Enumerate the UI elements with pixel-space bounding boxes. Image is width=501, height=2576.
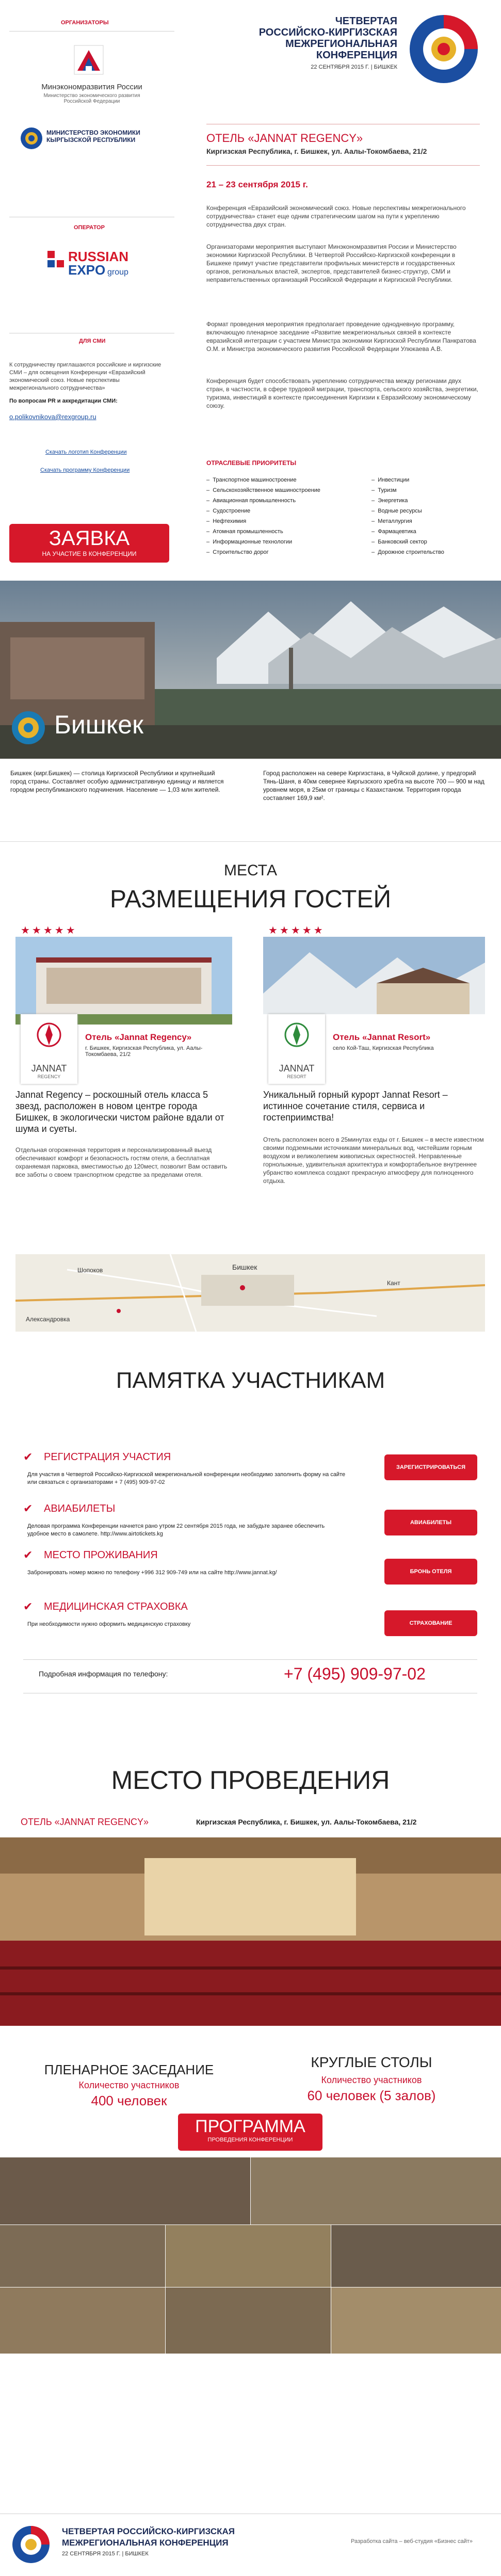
memo-item-text: Для участия в Четвертой Российско-Киргизской межрегиональной конференции необходимо заполнить форму на сайте или связаться с организаторами + 7 (495) 909-97-02 xyxy=(27,1471,346,1485)
hotel-title: ОТЕЛЬ «JANNAT REGENCY» xyxy=(206,132,363,145)
venue-section xyxy=(0,1739,501,2514)
list-item: – Туризм xyxy=(371,487,397,493)
bishkek-banner xyxy=(0,581,501,759)
intro-p3: Формат проведения мероприятия предполагает проведение однодневную программу, включающую пленарное заседание «Развитие межрегиональных связей в контексте евразийской интеграции с участием Министра экономики Киргизской Республики Панкратова О.М. и Министра экономического развития Российской Федерации Улюкаева А.В. xyxy=(206,321,476,353)
svg-text:RUSSIAN: RUSSIAN xyxy=(68,249,129,264)
memo-item-text: При необходимости нужно оформить медицинскую страховку xyxy=(27,1621,191,1627)
intro-p2: Организаторами мероприятия выступают Минэкономразвития России и Министерство экономики Киргизской Республики. В Четвертой Российско-Киргизской конференции в Бишкеке примут участие представители профильных министерств и государственных органов, региональных властей, экспертов, представителей бизнес-структур, СМИ и неправительственных организаций Российской Федерации и Киргизской Республики. xyxy=(206,243,457,283)
map-label-kant: Кант xyxy=(387,1279,400,1287)
check-icon: ✔ xyxy=(23,1548,33,1561)
conf-title-l4: КОНФЕРЕНЦИЯ xyxy=(316,50,397,61)
hotel1-name: Отель «Jannat Regency» xyxy=(85,1032,192,1042)
hotel1-logo-text: JANNAT xyxy=(31,1063,67,1074)
conf-title-l2: РОССИЙСКО-КИРГИЗСКАЯ xyxy=(258,27,397,38)
hotel1-photo xyxy=(15,937,232,1025)
russian-expo-logo-icon xyxy=(45,243,143,284)
hotel-booking-button[interactable]: БРОНЬ ОТЕЛЯ xyxy=(384,1559,477,1585)
city-name: Бишкек xyxy=(54,710,143,739)
map-label-bishkek: Бишкек xyxy=(232,1263,257,1271)
apply-button-label: ЗАЯВКА xyxy=(49,527,130,550)
venue-hotel: ОТЕЛЬ «JANNAT REGENCY» xyxy=(21,1817,149,1827)
apply-button[interactable] xyxy=(9,524,169,563)
kg-ministry-emblem-icon xyxy=(20,126,43,150)
divider xyxy=(0,841,501,842)
accommodation-title-l1: МЕСТА xyxy=(223,862,277,879)
hotel2-stars: ★★★★★ xyxy=(268,925,325,936)
smi-contact: По вопросам PR и аккредитации СМИ: xyxy=(9,398,118,404)
list-item: – Инвестиции xyxy=(371,477,410,483)
intro-p1: Конференция «Евразийский экономический союз. Новые перспективы межрегионального сотрудничества» станет еще одним стратегическим шагом на пути к укреплению сотрудничества двух стран. xyxy=(206,204,466,228)
conference-logo-icon xyxy=(408,13,480,85)
for-smi-label: ДЛЯ СМИ xyxy=(79,338,106,344)
memo-item-text: Деловая программа Конференции начнется рано утром 22 сентября 2015 года, не забудьте заранее обеспечить удобное место в самолете. http://www.airtotickets.kg xyxy=(27,1523,325,1537)
hotel2-logo-text: JANNAT xyxy=(279,1063,315,1074)
dev-studio-link[interactable]: Разработка сайта – веб-студия «Бизнес сайт» xyxy=(351,2538,473,2545)
svg-text:group: group xyxy=(107,268,128,277)
venue-title: МЕСТО ПРОВЕДЕНИЯ xyxy=(111,1766,390,1795)
list-item: – Транспортное машиностроение xyxy=(206,477,297,483)
conference-title-block xyxy=(232,15,397,70)
check-icon: ✔ xyxy=(23,1600,33,1613)
plenary-label: Количество участников xyxy=(78,2080,180,2090)
photo-grid xyxy=(0,2157,501,2354)
program-button[interactable] xyxy=(178,2114,322,2151)
check-icon: ✔ xyxy=(23,1450,33,1463)
divider xyxy=(206,165,480,166)
hall-photo xyxy=(0,1837,501,2026)
list-item: – Нефтехимия xyxy=(206,518,247,524)
list-item: – Авиационная промышленность xyxy=(206,498,296,504)
download-logos-link[interactable]: Скачать логотип Конференции xyxy=(45,449,127,455)
list-item: – Информационные технологии xyxy=(206,539,293,545)
hotel-address: Киргизская Республика, г. Бишкек, ул. Аалы-Токомбаева, 21/2 xyxy=(206,147,427,155)
hotel1-logo-sub: REGENCY xyxy=(37,1074,61,1079)
hotel1-text: Отдельная огороженная территория и персонализированный выезд обеспечивают комфорт и безопасность гостям отеля, а бесплатная охраняемая парковка, вместимостью до 120мест, позволит Вам оставить все заботы о своем транспортном средстве за пределами отеля. xyxy=(15,1146,228,1178)
hotel1-lead: Jannat Regency – роскошный отель класса 5 звезд, расположен в новом центре города Бишкек, в экологически чистом районе вдали от шума и суеты. xyxy=(15,1090,224,1134)
apply-button-sub: НА УЧАСТИЕ В КОНФЕРЕНЦИИ xyxy=(42,550,137,557)
memo-item-title: МЕДИЦИНСКАЯ СТРАХОВКА xyxy=(44,1601,188,1612)
list-item: – Энергетика xyxy=(371,498,408,504)
memo-item-text: Забронировать номер можно по телефону +996 312 909-749 или на сайте http://www.jannat.kg/ xyxy=(27,1570,277,1576)
footer-date: 22 СЕНТЯБРЯ 2015 Г. | БИШКЕК xyxy=(62,2551,149,2557)
priorities-left-list xyxy=(206,475,351,557)
list-item: – Банковский сектор xyxy=(371,539,427,545)
org1-subtitle: Министерство экономического развития Российской Федерации xyxy=(43,93,140,104)
memo-item-title: АВИАБИЛЕТЫ xyxy=(44,1503,116,1514)
plenary-title: ПЛЕНАРНОЕ ЗАСЕДАНИЕ xyxy=(44,2062,214,2077)
minek-logo-icon xyxy=(71,42,107,76)
operator-label: ОПЕРАТОР xyxy=(74,225,105,231)
hotel1-stars: ★★★★★ xyxy=(21,925,77,936)
list-item: – Строительство дорог xyxy=(206,549,269,555)
memo-item-registration xyxy=(23,1450,477,1497)
footer-title-l2: МЕЖРЕГИОНАЛЬНАЯ КОНФЕРЕНЦИЯ xyxy=(62,2538,229,2548)
venue-address: Киргизская Республика, г. Бишкек, ул. Аалы-Токомбаева, 21/2 xyxy=(196,1818,417,1826)
bishkek-emblem-icon xyxy=(10,710,46,746)
memo-item-tickets xyxy=(23,1502,477,1548)
memo-item-title: МЕСТО ПРОЖИВАНИЯ xyxy=(44,1549,158,1561)
info-label: Подробная информация по телефону: xyxy=(39,1670,168,1678)
memo-title: ПАМЯТКА УЧАСТНИКАМ xyxy=(116,1368,385,1393)
download-program-link[interactable]: Скачать программу Конференции xyxy=(40,467,130,473)
info-phone[interactable]: +7 (495) 909-97-02 xyxy=(284,1665,426,1683)
program-button-sub: ПРОВЕДЕНИЯ КОНФЕРЕНЦИИ xyxy=(207,2137,293,2143)
hotel1-address: г. Бишкек, Киргизская Республика, ул. Аалы-Токомбаева, 21/2 xyxy=(85,1045,203,1058)
city-map[interactable] xyxy=(15,1254,485,1332)
sidebar xyxy=(9,5,174,573)
list-item: – Дорожное строительство xyxy=(371,549,444,555)
hotel2-logo-sub: RESORT xyxy=(287,1074,306,1079)
insurance-button[interactable]: СТРАХОВАНИЕ xyxy=(384,1610,477,1636)
footer-title-l1: ЧЕТВЕРТАЯ РОССИЙСКО-КИРГИЗСКАЯ xyxy=(62,2526,235,2536)
divider xyxy=(23,1659,477,1660)
svg-text:EXPO: EXPO xyxy=(68,262,106,278)
smi-text: К сотрудничеству приглашаются российские и киргизские СМИ – для освещения Конференции «Евразийский экономический союз. Новые перспективы межрегионального сотрудничества» xyxy=(9,362,161,391)
intro-p4: Конференция будет способствовать укреплению сотрудничества между регионами двух стран, в частности, в сфере трудовой миграции, транспорта, сельского хозяйства, энергетики, туризма, инвестиций в контексте присоединения Киргизии к Евразийскому экономическому союзу. xyxy=(206,377,478,409)
org2-title: МИНИСТЕРСТВО ЭКОНОМИКИ КЫРГЫЗСКОЙ РЕСПУБЛИКИ xyxy=(46,129,140,143)
hotel2-lead: Уникальный горный курорт Jannat Resort – истинное сочетание стиля, сервиса и гостеприимства! xyxy=(263,1090,448,1123)
accommodation-title-l2: РАЗМЕЩЕНИЯ ГОСТЕЙ xyxy=(110,886,391,913)
round-value: 60 человек (5 залов) xyxy=(307,2088,436,2103)
list-item: – Фармацевтика xyxy=(371,529,416,535)
list-item: – Судостроение xyxy=(206,508,251,514)
event-dates: 21 – 23 сентября 2015 г. xyxy=(206,180,308,189)
list-item: – Металлургия xyxy=(371,518,412,524)
memo-item-accommodation xyxy=(23,1548,477,1595)
list-item: – Водные ресурсы xyxy=(371,508,422,514)
bishkek-text-right: Город расположен на севере Киргизстана, в Чуйской долине, у предгорий Тянь-Шаня, в 40км севернее Киргызского хребта на высоте 700 — 900 м над уровнем моря, в 25км от границы с Казахстаном. Территория города составляет 169,9 км². xyxy=(263,770,484,802)
intro-section xyxy=(0,0,501,578)
plenary-value: 400 человек xyxy=(91,2093,167,2108)
jannat-regency-logo-icon xyxy=(21,1014,77,1084)
list-item: – Атомная промышленность xyxy=(206,529,283,535)
round-title: КРУГЛЫЕ СТОЛЫ xyxy=(311,2054,432,2070)
organizers-label: ОРГАНИЗАТОРЫ xyxy=(61,20,109,26)
hotel2-name: Отель «Jannat Resort» xyxy=(333,1032,431,1042)
hotel2-photo xyxy=(263,937,485,1025)
tickets-button[interactable]: АВИАБИЛЕТЫ xyxy=(384,1510,477,1535)
hotel2-address: село Кой-Таш, Киргизская Республика xyxy=(333,1045,434,1051)
list-item: – Сельскохозяйственное машиностроение xyxy=(206,487,320,493)
memo-item-title: РЕГИСТРАЦИЯ УЧАСТИЯ xyxy=(44,1451,171,1463)
round-label: Количество участников xyxy=(321,2075,422,2085)
program-button-label: ПРОГРАММА xyxy=(195,2117,305,2136)
map-label-alexandrovka: Александровка xyxy=(26,1316,70,1323)
conf-title-l1: ЧЕТВЕРТАЯ xyxy=(335,15,397,27)
smi-email-link[interactable]: o.polikovnikova@rexgroup.ru xyxy=(9,413,96,421)
register-button[interactable]: ЗАРЕГИСТРИРОВАТЬСЯ xyxy=(384,1454,477,1480)
footer xyxy=(0,2514,501,2576)
conf-date: 22 СЕНТЯБРЯ 2015 Г. | БИШКЕК xyxy=(311,64,397,70)
memo-item-insurance xyxy=(23,1600,477,1646)
accommodation-section xyxy=(0,841,501,1440)
memo-section xyxy=(0,1363,501,1745)
priorities-label: ОТРАСЛЕВЫЕ ПРИОРИТЕТЫ xyxy=(206,459,297,467)
footer-logo-icon xyxy=(10,2524,52,2565)
priorities-right-list xyxy=(371,475,480,557)
conf-title-l3: МЕЖРЕГИОНАЛЬНАЯ xyxy=(285,38,397,50)
map-label-shopokov: Шопоков xyxy=(77,1267,103,1274)
hotel2-text: Отель расположен всего в 25минутах езды от г. Бишкек – в месте известном своими подземными источниками минеральных вод, чистейшим горным воздухом и великолепием живописных окрестностей. Неправленные горнолыжные, удивительная архитектура и комфортабельное внутреннее убранство комплекса создают прекрасную атмосферу для полноценного отдыха. xyxy=(263,1136,484,1185)
bishkek-text-left: Бишкек (кирг.Бишкек) — столица Киргизской Республики и крупнейший город страны. Составляет особую административную единицу и является городом республиканского подчинения. Население — 1,03 млн жителей. xyxy=(10,770,224,793)
bishkek-info xyxy=(0,761,501,839)
jannat-resort-logo-icon xyxy=(268,1014,325,1084)
org1-title: Минэкономразвития России xyxy=(41,83,142,91)
check-icon: ✔ xyxy=(23,1502,33,1515)
